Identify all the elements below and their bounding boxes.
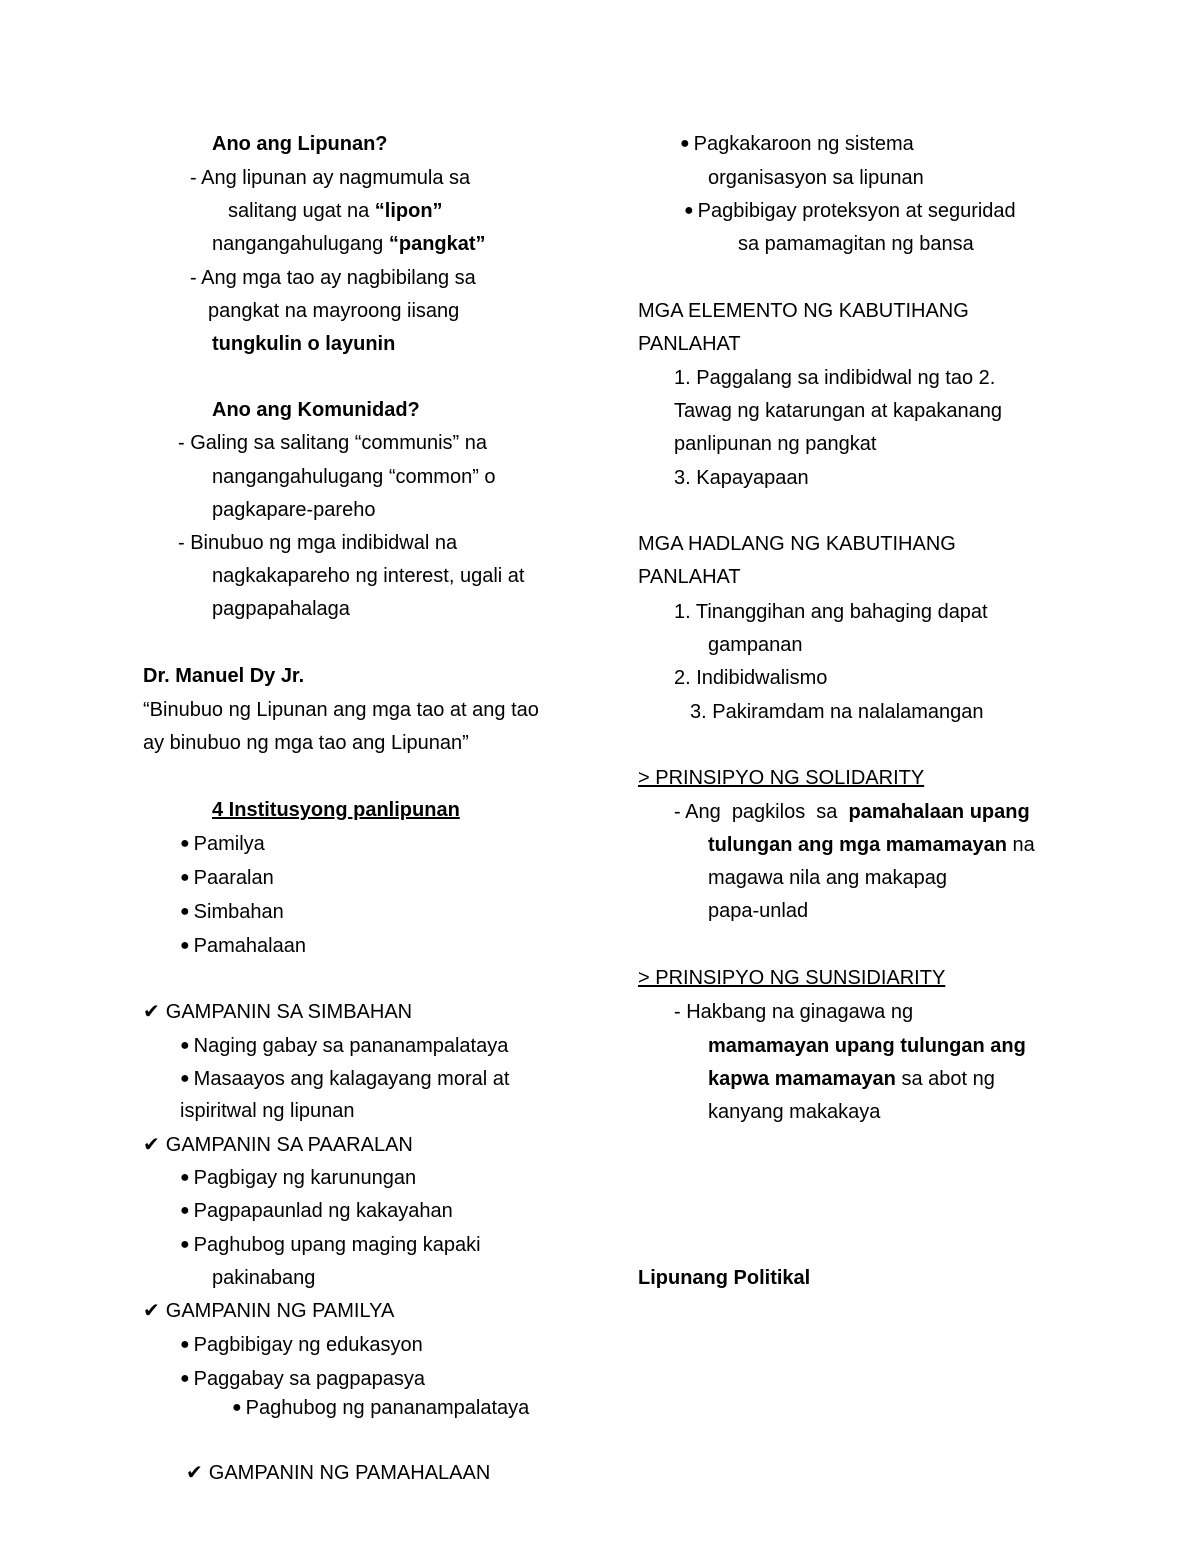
subsidiarity-line-1: - Hakbang na ginagawa ng xyxy=(674,1001,914,1023)
komunidad-line-3: pagkapare-pareho xyxy=(212,499,376,521)
elemento-line-1: 1. Paggalang sa indibidwal ng tao 2. xyxy=(674,367,996,389)
solidarity-line-1 xyxy=(674,802,1030,822)
check-icon: ✔ xyxy=(143,1001,160,1023)
list-item-label: Pagkakaroon ng sistema xyxy=(693,133,914,155)
list-item xyxy=(180,868,274,888)
solidarity-line-4: papa-unlad xyxy=(708,900,809,922)
bullet-icon: ● xyxy=(680,135,690,152)
list-item xyxy=(180,1369,425,1389)
politikal-heading: Lipunang Politikal xyxy=(638,1267,811,1289)
term-lipon: “lipon” xyxy=(374,200,443,222)
hadlang-line-3: 3. Pakiramdam na nalalamangan xyxy=(690,701,984,723)
list-item-label: Simbahan xyxy=(193,901,284,923)
list-item xyxy=(180,936,306,956)
list-item-label: Paghubog ng pananampalataya xyxy=(245,1397,530,1419)
quote-line-2: ay binubuo ng mga tao ang Lipunan” xyxy=(143,732,469,754)
list-item-label: Pagbigay ng karunungan xyxy=(193,1167,417,1189)
elemento-line-3: panlipunan ng pangkat xyxy=(674,433,877,455)
list-item xyxy=(232,1398,529,1418)
komunidad-line-6: pagpapahalaga xyxy=(212,598,350,620)
bullet-icon: ● xyxy=(684,202,694,219)
subsidiarity-line-3-text: sa abot ng xyxy=(895,1068,995,1090)
solidarity-line-1-text: - Ang pagkilos sa xyxy=(674,801,849,823)
solidarity-line-2 xyxy=(708,835,1035,855)
list-item-label: Pamahalaan xyxy=(193,935,306,957)
list-item-continuation: organisasyon sa lipunan xyxy=(708,167,924,189)
lipunan-line-5: pangkat na mayroong iisang xyxy=(208,300,460,322)
solidarity-line-2-bold: tulungan ang mga mamamayan xyxy=(708,834,1007,856)
lipunan-line-4: - Ang mga tao ay nagbibilang sa xyxy=(190,267,476,289)
institusyon-heading: 4 Institusyong panlipunan xyxy=(212,799,460,821)
term-pangkat: “pangkat” xyxy=(388,233,486,255)
list-item-label: Pagbibigay proteksyon at seguridad xyxy=(697,200,1016,222)
komunidad-line-1: - Galing sa salitang “communis” na xyxy=(178,432,488,454)
komunidad-heading: Ano ang Komunidad? xyxy=(212,399,420,421)
elemento-line-2: Tawag ng katarungan at kapakanang xyxy=(674,400,1003,422)
solidarity-line-1-bold: pamahalaan upang xyxy=(848,801,1030,823)
lipunan-heading: Ano ang Lipunan? xyxy=(212,133,388,155)
solidarity-line-3: magawa nila ang makapag xyxy=(708,867,948,889)
pamilya-heading-label: GAMPANIN NG PAMILYA xyxy=(165,1300,395,1322)
lipunan-line-3 xyxy=(212,234,486,254)
bullet-icon: ● xyxy=(180,869,190,886)
list-item-label: Naging gabay sa pananampalataya xyxy=(193,1035,509,1057)
bullet-icon: ● xyxy=(180,1070,190,1087)
list-item-label: Pagbibigay ng edukasyon xyxy=(193,1334,423,1356)
hadlang-line-1-continuation: gampanan xyxy=(708,634,803,656)
subsidiarity-heading: > PRINSIPYO NG SUNSIDIARITY xyxy=(638,967,946,989)
check-icon: ✔ xyxy=(186,1462,203,1484)
list-item-continuation: pakinabang xyxy=(212,1267,316,1289)
elemento-line-4: 3. Kapayapaan xyxy=(674,467,809,489)
list-item-label: Masaayos ang kalagayang moral at xyxy=(193,1068,510,1090)
list-item xyxy=(180,1235,481,1255)
list-item xyxy=(180,1168,416,1188)
pamilya-heading xyxy=(143,1301,394,1321)
hadlang-line-1: 1. Tinanggihan ang bahaging dapat xyxy=(674,601,988,623)
bullet-icon: ● xyxy=(232,1399,242,1416)
bullet-icon: ● xyxy=(180,903,190,920)
lipunan-line-3-text: nangangahulugang xyxy=(212,233,389,255)
bullet-icon: ● xyxy=(180,1370,190,1387)
lipunan-line-6: tungkulin o layunin xyxy=(212,333,396,355)
check-icon: ✔ xyxy=(143,1300,160,1322)
solidarity-heading: > PRINSIPYO NG SOLIDARITY xyxy=(638,767,925,789)
list-item-continuation: sa pamamagitan ng bansa xyxy=(738,233,974,255)
komunidad-line-4: - Binubuo ng mga indibidwal na xyxy=(178,532,458,554)
list-item xyxy=(180,1201,453,1221)
list-item xyxy=(180,1036,508,1056)
subsidiarity-line-3-bold: kapwa mamamayan xyxy=(708,1068,896,1090)
pamahalaan-heading-label: GAMPANIN NG PAMAHALAAN xyxy=(208,1462,491,1484)
elemento-heading-2: PANLAHAT xyxy=(638,333,741,355)
quote-line-1: “Binubuo ng Lipunan ang mga tao at ang tao xyxy=(143,699,539,721)
bullet-icon: ● xyxy=(180,1236,190,1253)
list-item-label: Paghubog upang maging kapaki xyxy=(193,1234,481,1256)
author-name: Dr. Manuel Dy Jr. xyxy=(143,665,305,687)
check-icon: ✔ xyxy=(143,1134,160,1156)
komunidad-line-5: nagkakapareho ng interest, ugali at xyxy=(212,565,525,587)
subsidiarity-line-2: mamamayan upang tulungan ang xyxy=(708,1035,1026,1057)
simbahan-heading-label: GAMPANIN SA SIMBAHAN xyxy=(165,1001,413,1023)
list-item-label: Paaralan xyxy=(193,867,274,889)
hadlang-heading-2: PANLAHAT xyxy=(638,566,741,588)
paaralan-heading xyxy=(143,1135,413,1155)
list-item-label: Pagpapaunlad ng kakayahan xyxy=(193,1200,453,1222)
list-item xyxy=(180,902,284,922)
list-item xyxy=(180,834,265,854)
elemento-heading-1: MGA ELEMENTO NG KABUTIHANG xyxy=(638,300,969,322)
bullet-icon: ● xyxy=(180,1336,190,1353)
pamahalaan-heading xyxy=(186,1463,490,1483)
paaralan-heading-label: GAMPANIN SA PAARALAN xyxy=(165,1134,413,1156)
list-item xyxy=(680,134,914,154)
solidarity-line-2-text: na xyxy=(1006,834,1035,856)
hadlang-line-2: 2. Indibidwalismo xyxy=(674,667,828,689)
subsidiarity-line-4: kanyang makakaya xyxy=(708,1101,881,1123)
subsidiarity-line-3 xyxy=(708,1069,995,1089)
lipunan-line-2-text: salitang ugat na xyxy=(228,200,375,222)
bullet-icon: ● xyxy=(180,835,190,852)
list-item-continuation: ispiritwal ng lipunan xyxy=(180,1100,355,1122)
lipunan-line-1: - Ang lipunan ay nagmumula sa xyxy=(190,167,471,189)
hadlang-heading-1: MGA HADLANG NG KABUTIHANG xyxy=(638,533,956,555)
list-item-label: Pamilya xyxy=(193,833,265,855)
komunidad-line-2: nangangahulugang “common” o xyxy=(212,466,496,488)
bullet-icon: ● xyxy=(180,937,190,954)
simbahan-heading xyxy=(143,1002,412,1022)
bullet-icon: ● xyxy=(180,1037,190,1054)
list-item xyxy=(180,1335,423,1355)
bullet-icon: ● xyxy=(180,1169,190,1186)
list-item-label: Paggabay sa pagpapasya xyxy=(193,1368,425,1390)
list-item xyxy=(180,1069,509,1089)
list-item xyxy=(684,201,1016,221)
lipunan-line-2 xyxy=(228,201,443,221)
bullet-icon: ● xyxy=(180,1202,190,1219)
